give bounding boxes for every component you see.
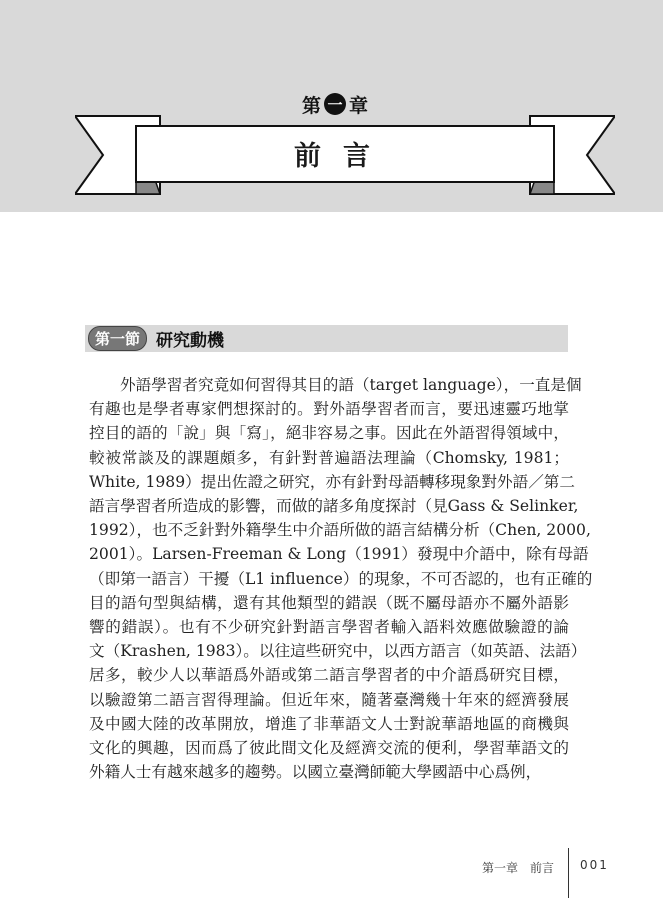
chapter-title: 前言: [294, 140, 392, 172]
body-line: 控目的語的「說」與「寫」，絕非容易之事。因此在外語習得領域中，: [89, 424, 569, 443]
chapter-label-suffix: 章: [349, 94, 369, 117]
page-number: 001: [580, 858, 609, 872]
body-line: 語言學習者所造成的影響，而做的諸多角度探討（見Gass & Selinker,: [89, 497, 579, 516]
body-line: 1992），也不乏針對外籍學生中介語所做的語言結構分析（Chen, 2000,: [89, 521, 591, 540]
section-heading: [85, 325, 568, 352]
body-line: 外籍人士有越來越多的趨勢。以國立臺灣師範大學國語中心爲例，: [89, 763, 542, 782]
body-line: 2001）。Larsen-Freeman & Long（1991）發現中介語中，除有母語: [89, 545, 589, 564]
footer-divider: [568, 848, 569, 898]
section-title: 研究動機: [156, 331, 225, 351]
body-paragraph: [89, 373, 593, 784]
body-line: 目的語句型與結構，還有其他類型的錯誤（既不屬母語亦不屬外語影: [89, 593, 569, 612]
chapter-label: [280, 92, 390, 116]
body-line: 及中國大陸的改革開放，增進了非華語文人士對說華語地區的商機與: [89, 714, 569, 733]
body-line: 響的錯誤）。也有不少研究針對語言學習者輸入語料效應做驗證的論: [89, 618, 569, 637]
chapter-label-prefix: 第: [301, 94, 321, 117]
body-line: 有趣也是學者專家們想探討的。對外語學習者而言，要迅速靈巧地掌: [89, 400, 569, 419]
body-line: （即第一語言）干擾（L1 influence）的現象，不可否認的，也有正確的: [89, 569, 593, 588]
body-line: 以驗證第二語言習得理論。但近年來，隨著臺灣幾十年來的經濟發展: [89, 690, 569, 709]
body-line: White, 1989）提出佐證之研究，亦有針對母語轉移現象對外語／第二: [89, 472, 575, 491]
body-line: 較被常談及的課題頗多，有針對普遍語法理論（Chomsky, 1981；: [89, 448, 569, 467]
section-number-badge: 第一節: [88, 326, 147, 351]
body-line: 文化的興趣，因而爲了彼此間文化及經濟交流的便利，學習華語文的: [89, 739, 569, 758]
body-line: 文（Krashen, 1983）。以往這些研究中，以西方語言（如英語、法語）: [89, 642, 587, 661]
body-line: 外語學習者究竟如何習得其目的語（target language），一直是個: [120, 376, 582, 394]
chapter-number-badge: 一: [324, 93, 346, 115]
running-title: 第一章 前言: [481, 861, 554, 875]
body-line: 居多，較少人以華語爲外語或第二語言學習者的中介語爲研究目標，: [89, 666, 569, 685]
